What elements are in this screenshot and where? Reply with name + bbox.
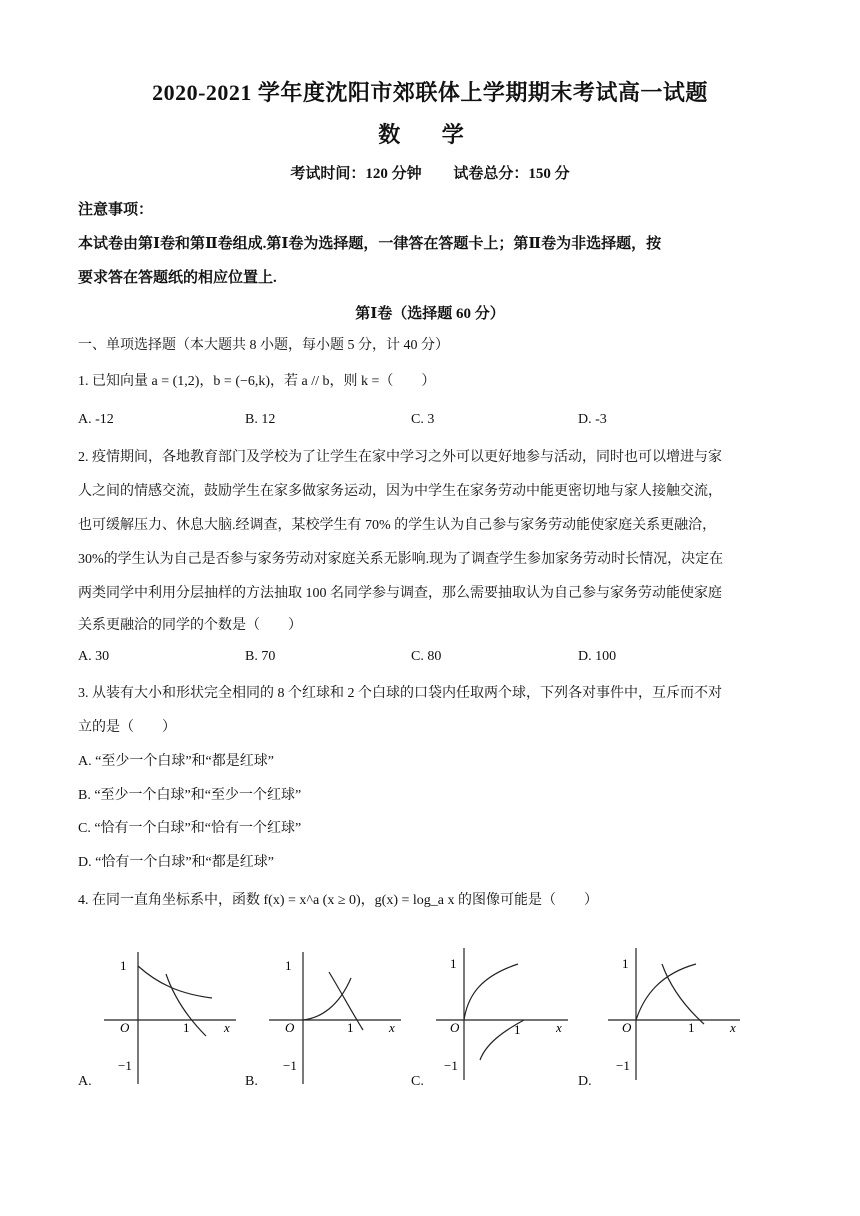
q2-option-c: C. 80	[411, 649, 442, 664]
q2-option-a: A. 30	[78, 649, 110, 664]
graph-c-x: x	[556, 1020, 562, 1035]
graph-d-one: 1	[622, 956, 629, 971]
graph-d-neg-one: −1	[616, 1058, 630, 1073]
notice-heading: 注意事项：	[78, 202, 154, 218]
graph-d	[604, 944, 744, 1084]
q3-option-a: A. “至少一个白球”和“都是红球”	[78, 754, 274, 769]
q4-option-a-label: A.	[78, 1074, 92, 1089]
graph-c-x-one: 1	[514, 1022, 521, 1037]
q2-line-5: 两类同学中利用分层抽样的方法抽取 100 名同学参与调查，那么需要抽取认为自己参与家务劳动能使家庭	[78, 586, 722, 601]
graph-b-neg-one: −1	[283, 1058, 297, 1073]
section-heading: 一、单项选择题（本大题共 8 小题，每小题 5 分，计 40 分）	[78, 338, 449, 353]
q2-line-4: 30%的学生认为自己是否参与家务劳动对家庭关系无影响.现为了调查学生参加家务劳动时长情况，决定在	[78, 552, 724, 567]
exam-time: 考试时间：120 分钟	[290, 166, 422, 182]
q4-option-d-label: D.	[578, 1074, 592, 1089]
q1-option-a: A. -12	[78, 412, 114, 427]
q4-stem: 4. 在同一直角坐标系中，函数 f(x) = x^a (x ≥ 0)，g(x) = log_a x 的图像可能是（ ）	[78, 893, 598, 908]
graph-d-origin: O	[622, 1020, 632, 1035]
graph-d-x: x	[730, 1020, 736, 1035]
notice-line-1: 本试卷由第Ⅰ卷和第Ⅱ卷组成.第Ⅰ卷为选择题，一律答在答题卡上；第Ⅱ卷为非选择题，按	[78, 236, 662, 252]
q3-line-2: 立的是（ ）	[78, 720, 176, 735]
graph-d-x-one: 1	[688, 1020, 695, 1035]
graph-a-x: x	[224, 1020, 230, 1035]
q4-option-b-label: B.	[245, 1074, 258, 1089]
part1-heading: 第Ⅰ卷（选择题 60 分）	[355, 306, 505, 322]
q3-option-c: C. “恰有一个白球”和“恰有一个红球”	[78, 821, 302, 836]
q2-line-1: 2. 疫情期间，各地教育部门及学校为了让学生在家中学习之外可以更好地参与活动，同时也可以增进与家	[78, 450, 722, 465]
q1-option-b: B. 12	[245, 412, 276, 427]
graph-c	[432, 944, 572, 1084]
graph-c-neg-one: −1	[444, 1058, 458, 1073]
subject-title: 数 学	[378, 122, 482, 147]
graph-b-origin: O	[285, 1020, 295, 1035]
graph-a-x-one: 1	[183, 1020, 190, 1035]
graph-a-neg-one: −1	[118, 1058, 132, 1073]
q3-option-b: B. “至少一个白球”和“至少一个红球”	[78, 788, 302, 803]
q2-option-b: B. 70	[245, 649, 276, 664]
graph-a	[100, 948, 240, 1088]
graph-c-one: 1	[450, 956, 457, 971]
graph-a-one: 1	[120, 958, 127, 973]
graph-b	[265, 948, 405, 1088]
exam-title: 2020-2021 学年度沈阳市郊联体上学期期末考试高一试题	[152, 80, 708, 105]
graph-b-x-one: 1	[347, 1020, 354, 1035]
graph-b-x: x	[389, 1020, 395, 1035]
q1-stem: 1. 已知向量 a = (1,2)，b = (−6,k)，若 a // b，则 k =（ ）	[78, 374, 436, 389]
graph-c-origin: O	[450, 1020, 460, 1035]
graph-a-origin: O	[120, 1020, 130, 1035]
exam-info	[0, 162, 860, 183]
q2-line-6: 关系更融洽的同学的个数是（ ）	[78, 618, 302, 633]
graph-b-one: 1	[285, 958, 292, 973]
q2-line-2: 人之间的情感交流，鼓励学生在家多做家务运动，因为中学生在家务劳动中能更密切地与家人接触交流，	[78, 484, 722, 499]
q2-option-d: D. 100	[578, 649, 617, 664]
notice-line-2: 要求答在答题纸的相应位置上.	[78, 270, 277, 286]
q1-option-c: C. 3	[411, 412, 435, 427]
exam-total-score: 试卷总分：150 分	[453, 166, 570, 182]
q3-option-d: D. “恰有一个白球”和“都是红球”	[78, 855, 274, 870]
q4-option-c-label: C.	[411, 1074, 424, 1089]
q1-option-d: D. -3	[578, 412, 607, 427]
q3-line-1: 3. 从装有大小和形状完全相同的 8 个红球和 2 个白球的口袋内任取两个球，下列各对事件中，互斥而不对	[78, 686, 722, 701]
q2-line-3: 也可缓解压力、休息大脑.经调查，某校学生有 70% 的学生认为自己参与家务劳动能使家庭关系更融洽，	[78, 518, 717, 533]
